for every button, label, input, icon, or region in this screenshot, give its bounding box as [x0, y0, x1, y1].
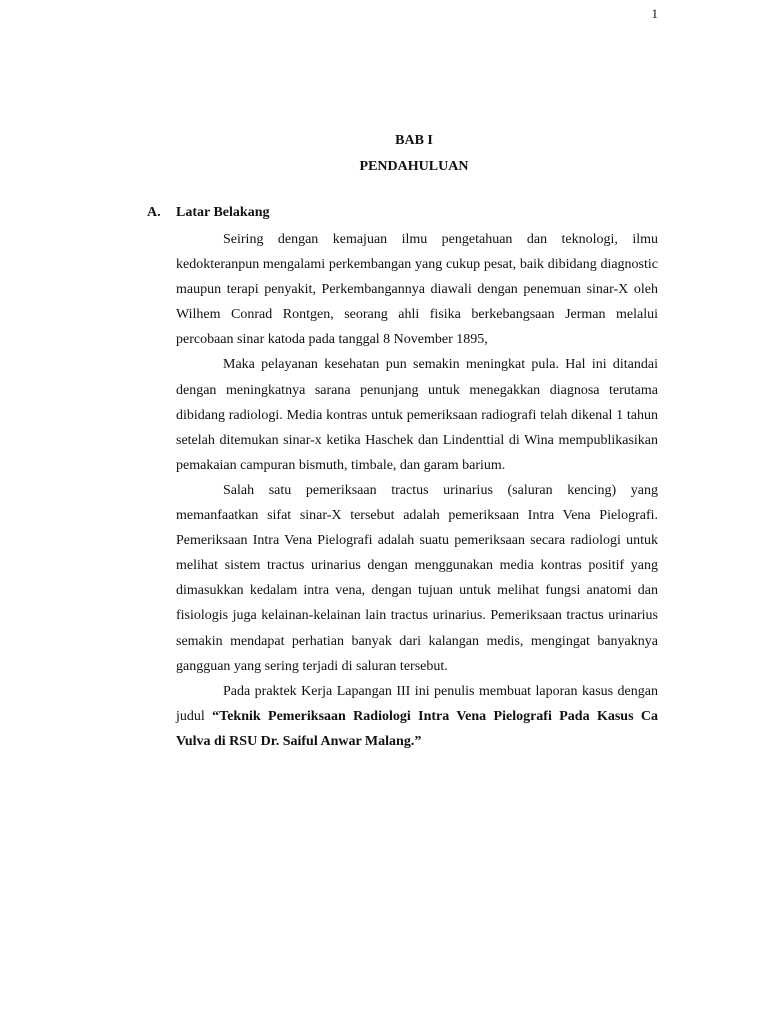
chapter-label: BAB I [395, 133, 433, 148]
section-title: Latar Belakang [176, 205, 270, 220]
report-title: “Teknik Pemeriksaan Radiologi Intra Vena Pielografi Pada Kasus Ca Vulva di RSU Dr. Saiful Anwar Malang.” [176, 708, 659, 749]
paragraph: Salah satu pemeriksaan tractus urinarius (saluran kencing) yang memanfaatkan sifat sinar-X tersebut adalah pemeriksaan Intra Vena Pielografi. Pemeriksaan Intra Vena Pielografi adalah suatu pemeriksaan secara radiologi untuk melihat sistem tractus urinarius dengan menggunakan media kontras positif yang dimasukkan kedalam intra vena, dengan tujuan untuk melihat fungsi anatomi dan fisiologis juga kelainan-kelainan lain tractus urinarius. Pemeriksaan tractus urinarius semakin mendapat perhatian banyak dari kalangan medis, mengingat banyaknya gangguan yang sering terjadi di saluran tersebut. [176, 482, 658, 674]
chapter-heading [0, 128, 768, 180]
body-text [176, 227, 658, 754]
chapter-title: PENDAHULUAN [359, 159, 469, 174]
paragraph: Seiring dengan kemajuan ilmu pengetahuan dan teknologi, ilmu kedokteranpun mengalami perkembangan yang cukup pesat, baik dibidang diagnostic maupun terapi penyakit, Perkembangannya diawali dengan penemuan sinar-X oleh Wilhem Conrad Rontgen, seorang ahli fisika berkebangsaan Jerman melalui percobaan sinar katoda pada tanggal 8 November 1895, [176, 232, 658, 348]
section-heading [147, 203, 269, 223]
section-letter: A. [147, 205, 161, 220]
paragraph-lead: Pada praktek Kerja Lapangan III ini penulis membuat laporan kasus dengan judul [176, 683, 658, 724]
paragraph [176, 679, 658, 754]
page-number: 1 [651, 6, 658, 21]
paragraph: Maka pelayanan kesehatan pun semakin meningkat pula. Hal ini ditandai dengan meningkatnya sarana penunjang untuk menegakkan diagnosa terutama dibidang radiologi. Media kontras untuk pemeriksaan radiografi telah dikenal 1 tahun setelah ditemukan sinar-x ketika Haschek dan Lindenttial di Wina mempublikasikan pemakaian campuran bismuth, timbale, dan garam barium. [176, 357, 658, 473]
